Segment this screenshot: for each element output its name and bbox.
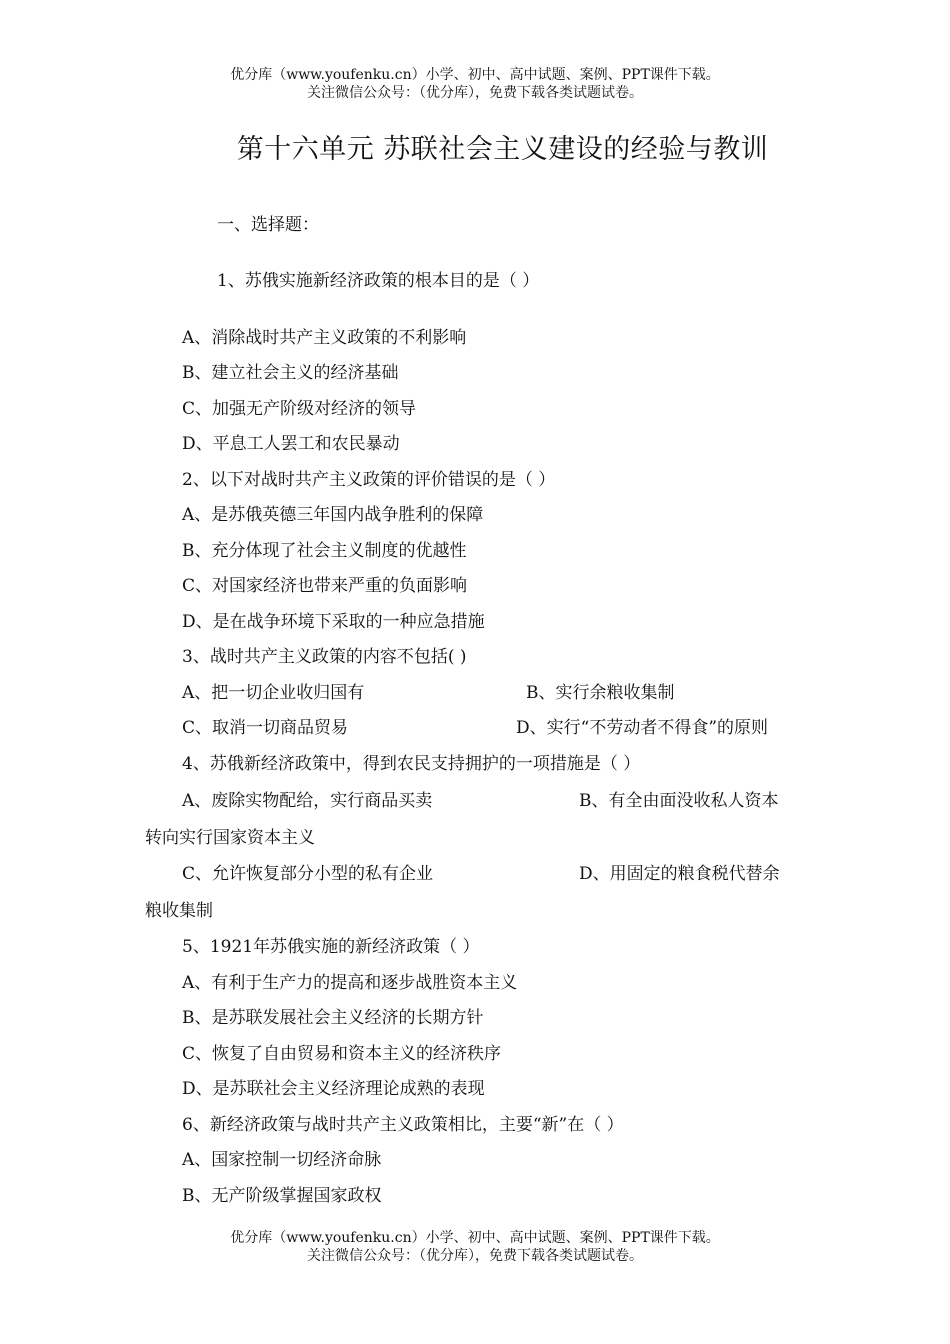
q5-option-d: D、是苏联社会主义经济理论成熟的表现 bbox=[182, 1079, 485, 1099]
question-2-stem: 2、以下对战时共产主义政策的评价错误的是（ ） bbox=[182, 470, 556, 490]
header-line-1: 优分库（www.youfenku.cn）小学、初中、高中试题、案例、PPT课件下载。 bbox=[230, 67, 720, 83]
page-header bbox=[0, 66, 950, 102]
question-3-stem: 3、战时共产主义政策的内容不包括( ) bbox=[182, 647, 467, 667]
q3-option-d: D、实行“不劳动者不得食”的原则 bbox=[516, 718, 769, 738]
q4-option-d-continued: 粮收集制 bbox=[145, 901, 213, 921]
q1-option-d: D、平息工人罢工和农民暴动 bbox=[182, 434, 400, 454]
q1-option-a: A、消除战时共产主义政策的不利影响 bbox=[182, 328, 467, 348]
q2-option-c: C、对国家经济也带来严重的负面影响 bbox=[182, 576, 468, 596]
q2-option-d: D、是在战争环境下采取的一种应急措施 bbox=[182, 612, 485, 632]
q4-option-b: B、有全由面没收私人资本 bbox=[579, 791, 779, 811]
q4-option-c: C、允许恢复部分小型的私有企业 bbox=[182, 864, 434, 884]
question-1-stem: 1、苏俄实施新经济政策的根本目的是（ ） bbox=[217, 271, 540, 291]
q4-option-b-continued: 转向实行国家资本主义 bbox=[145, 828, 315, 848]
q5-option-c: C、恢复了自由贸易和资本主义的经济秩序 bbox=[182, 1044, 502, 1064]
q3-option-a: A、把一切企业收归国有 bbox=[182, 683, 365, 703]
question-4-stem: 4、苏俄新经济政策中，得到农民支持拥护的一项措施是（ ） bbox=[182, 754, 641, 774]
header-line-2: 关注微信公众号：（优分库），免费下载各类试题试卷。 bbox=[307, 85, 643, 101]
question-5-stem: 5、1921年苏俄实施的新经济政策（ ） bbox=[182, 937, 480, 957]
q1-option-c: C、加强无产阶级对经济的领导 bbox=[182, 399, 417, 419]
q3-option-c: C、取消一切商品贸易 bbox=[182, 718, 349, 738]
q2-option-a: A、是苏俄英德三年国内战争胜利的保障 bbox=[182, 505, 484, 525]
question-6-stem: 6、新经济政策与战时共产主义政策相比，主要“新”在（ ） bbox=[182, 1115, 624, 1135]
q3-option-b: B、实行余粮收集制 bbox=[526, 683, 675, 703]
q2-option-b: B、充分体现了社会主义制度的优越性 bbox=[182, 541, 467, 561]
q5-option-a: A、有利于生产力的提高和逐步战胜资本主义 bbox=[182, 973, 518, 993]
q4-option-d: D、用固定的粮食税代替余 bbox=[579, 864, 780, 884]
footer-line-1: 优分库（www.youfenku.cn）小学、初中、高中试题、案例、PPT课件下载。 bbox=[230, 1230, 720, 1246]
q6-option-b: B、无产阶级掌握国家政权 bbox=[182, 1186, 382, 1206]
footer-line-2: 关注微信公众号：（优分库），免费下载各类试题试卷。 bbox=[307, 1248, 643, 1264]
page-title: 第十六单元 苏联社会主义建设的经验与教训 bbox=[236, 134, 769, 165]
q1-option-b: B、建立社会主义的经济基础 bbox=[182, 363, 399, 383]
q6-option-a: A、国家控制一切经济命脉 bbox=[182, 1150, 382, 1170]
q4-option-a: A、废除实物配给，实行商品买卖 bbox=[182, 791, 433, 811]
q5-option-b: B、是苏联发展社会主义经济的长期方针 bbox=[182, 1008, 484, 1028]
page-footer bbox=[0, 1229, 950, 1265]
section-heading: 一、选择题： bbox=[217, 215, 319, 235]
